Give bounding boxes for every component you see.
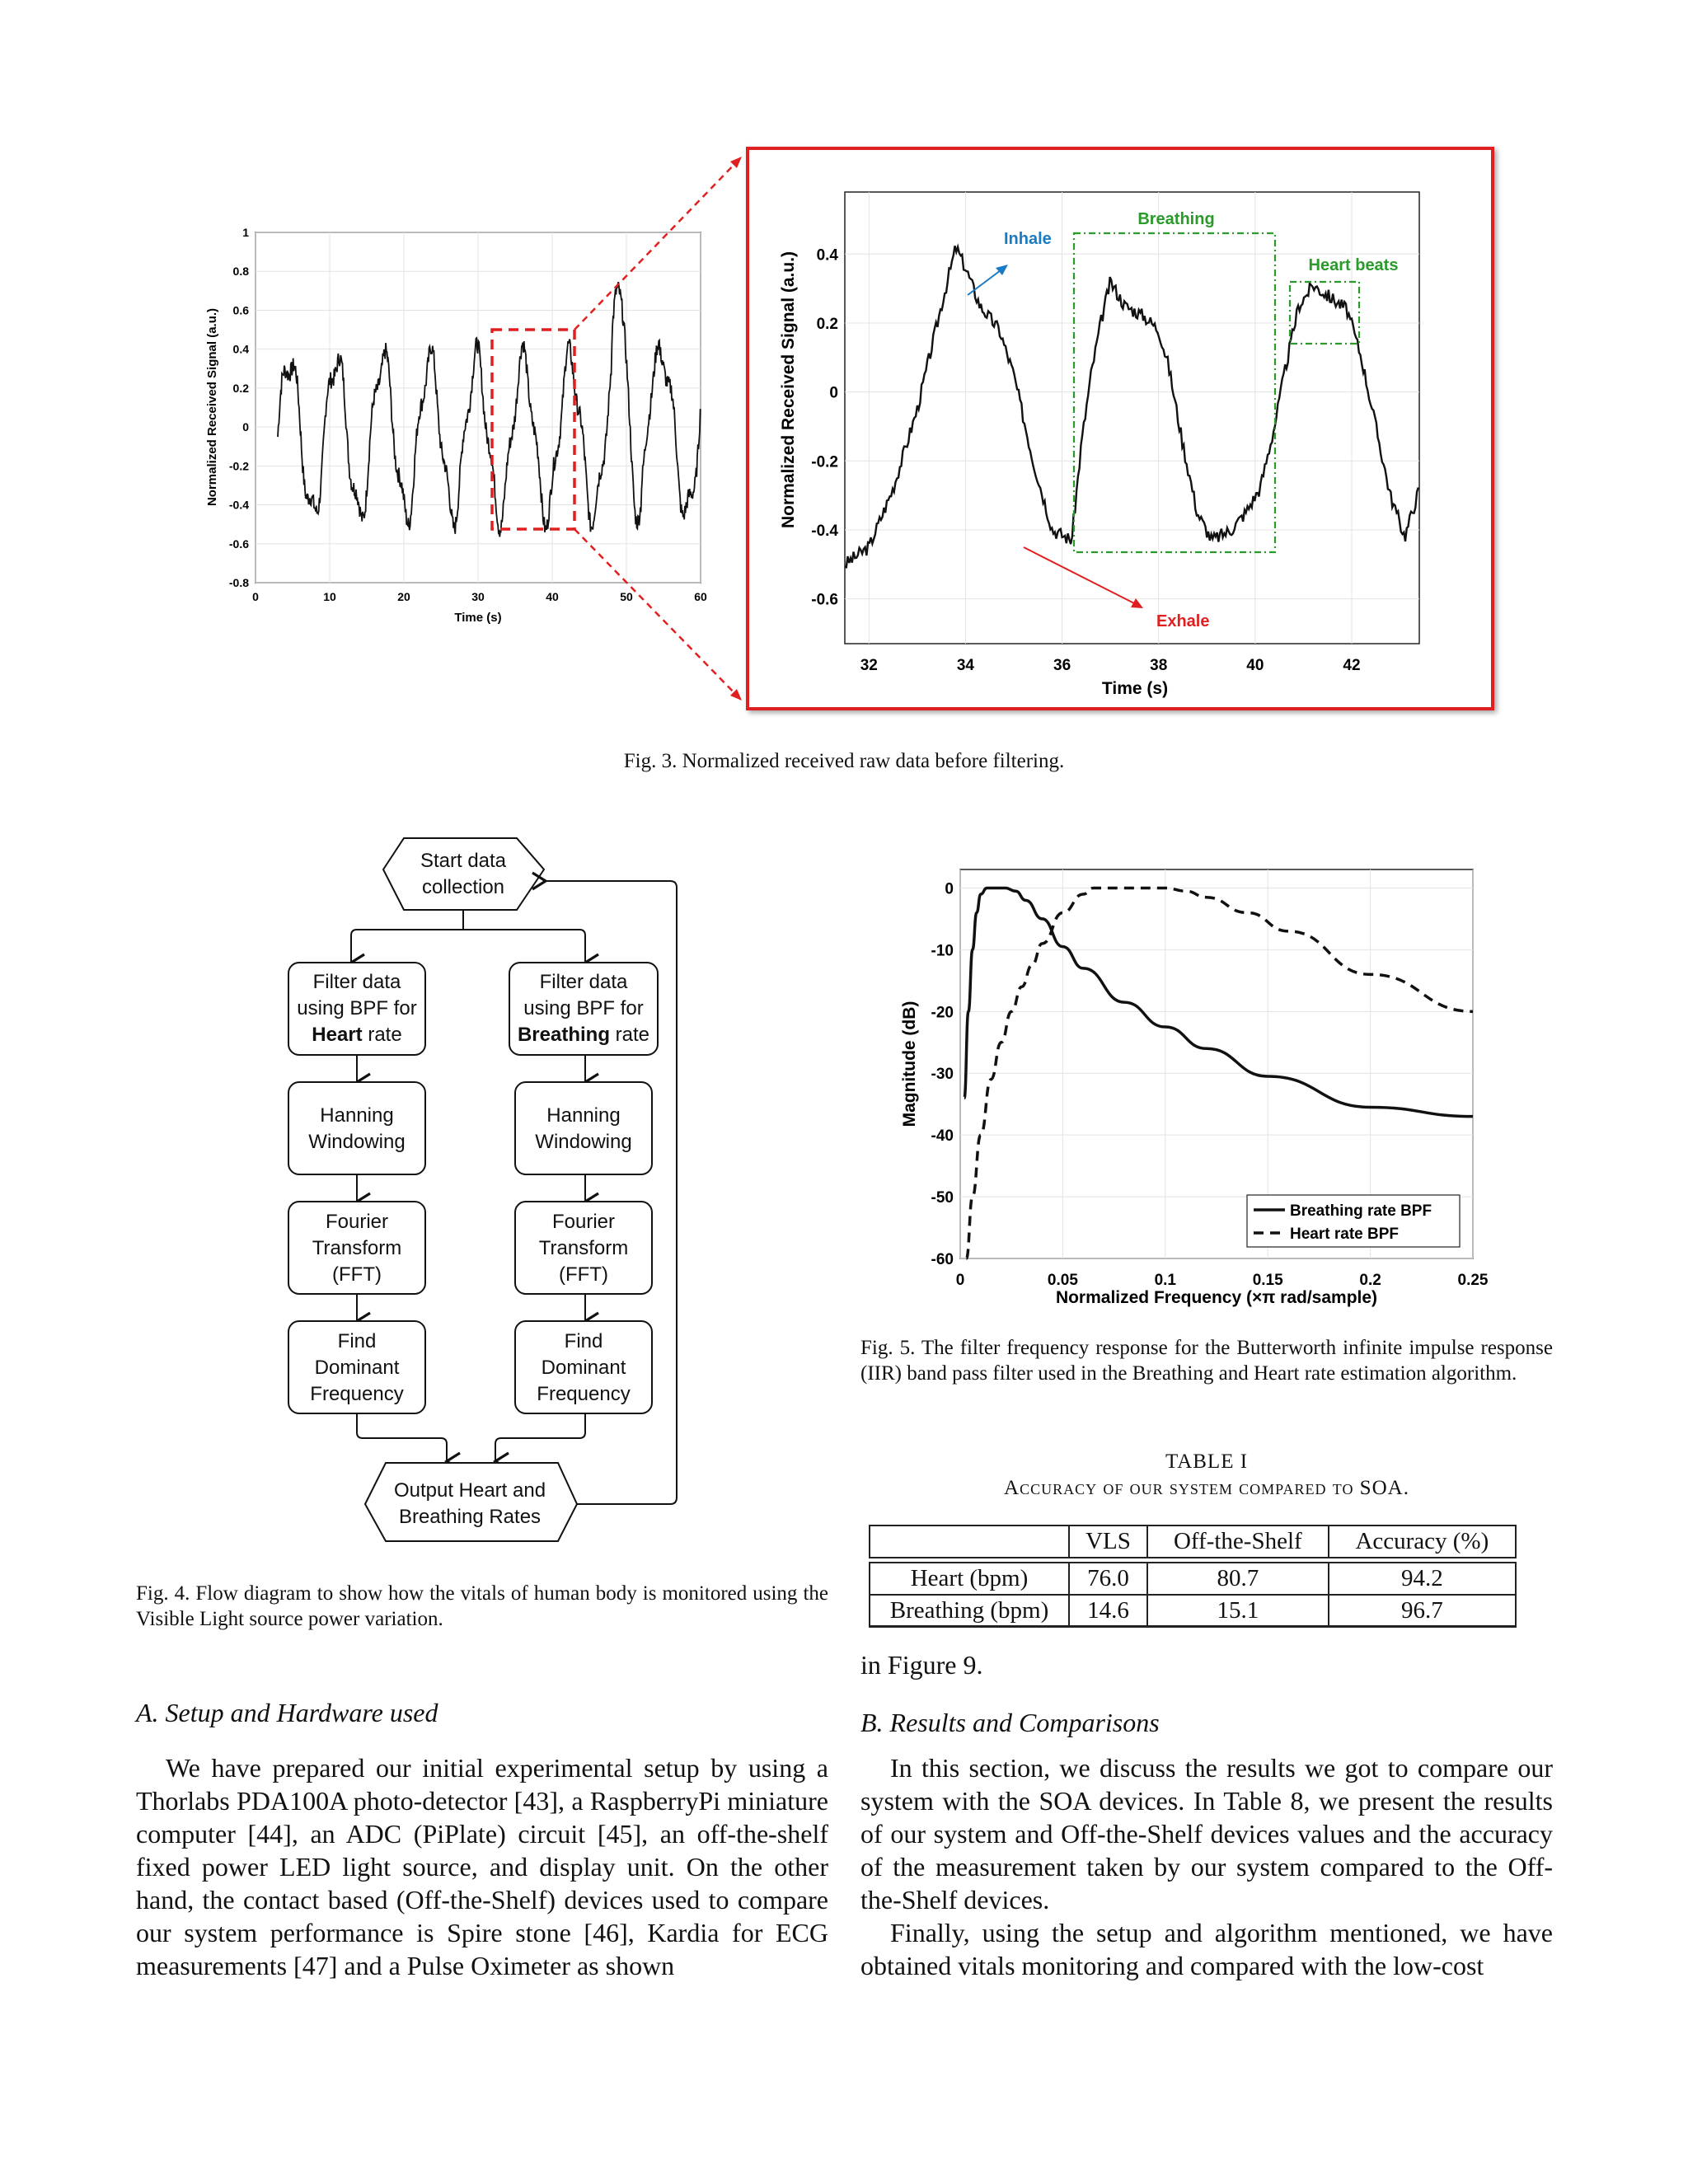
section-b-paragraph-1: In this section, we discuss the results we got to compare our system with the SOA devices. In Table 8, we present the results of our system and Off-the-Shelf devices values and the accuracy of the measurement taken by our system compared to the Off-the-Shelf devices. (860, 1753, 1553, 1915)
zoom-chart-xlabel: Time (s) (1101, 679, 1169, 698)
y-tick-label: -40 (931, 1127, 954, 1146)
heart-filter-rate: rate (368, 1024, 402, 1046)
breathing-fft-line-2: Transform (538, 1237, 629, 1259)
raw-chart-ylabel: Normalized Received Signal (a.u.) (205, 307, 219, 507)
x-tick-label: 32 (860, 657, 878, 674)
y-tick-label: -0.6 (228, 537, 249, 551)
heart-fft-line-1: Fourier (325, 1211, 389, 1233)
filter-chart-xlabel: Normalized Frequency (×π rad/sample) (1055, 1288, 1378, 1307)
y-tick-label: -60 (931, 1251, 954, 1268)
breathing-filter-keyword: Breathing (517, 1024, 610, 1046)
zoomed-signal-chart (767, 165, 1484, 701)
x-tick-label: 10 (323, 590, 336, 603)
table-header-cell: Accuracy (%) (1329, 1526, 1516, 1558)
x-tick-label: 40 (546, 590, 559, 603)
heart-filter-line-1: Filter data (312, 971, 401, 993)
x-tick-label: 50 (620, 590, 633, 603)
right-column-continuation: in Figure 9. (860, 1650, 983, 1680)
x-tick-label: 0.05 (1047, 1272, 1078, 1289)
table-label: TABLE I (1165, 1451, 1249, 1473)
x-tick-label: 38 (1150, 657, 1168, 674)
table-bottom-rule (869, 1625, 1517, 1627)
table-cell: Heart (bpm) (870, 1563, 1069, 1595)
legend-heart: Heart rate BPF (1290, 1226, 1399, 1243)
y-tick-label: 0.2 (816, 315, 838, 333)
flow-diagram (280, 832, 692, 1558)
y-tick-label: -0.2 (228, 459, 249, 473)
x-tick-label: 0.25 (1457, 1272, 1489, 1289)
zoom-connector (569, 140, 767, 717)
heart-window-line-1: Hanning (320, 1104, 394, 1127)
output-line-2: Breathing Rates (398, 1506, 542, 1528)
table-cell: Breathing (bpm) (870, 1595, 1069, 1627)
y-tick-label: -0.6 (811, 591, 838, 609)
y-tick-label: -20 (931, 1004, 954, 1022)
x-tick-label: 0.1 (1154, 1272, 1177, 1289)
x-tick-label: 42 (1343, 657, 1361, 674)
heart-window-line-2: Windowing (308, 1131, 406, 1153)
x-tick-label: 40 (1246, 657, 1264, 674)
y-tick-label: 0.6 (232, 303, 249, 317)
breathing-label: Breathing (1137, 210, 1215, 228)
x-tick-label: 60 (694, 590, 707, 603)
y-tick-label: -0.8 (228, 576, 249, 589)
table-title: Accuracy of our system compared to SOA. (1004, 1477, 1409, 1499)
breathing-window-line-2: Windowing (535, 1131, 632, 1153)
table-cell: 14.6 (1069, 1595, 1147, 1627)
y-tick-label: 0 (945, 880, 954, 898)
exhale-label: Exhale (1156, 612, 1210, 630)
x-tick-label: 0 (252, 590, 259, 603)
table-cell: 76.0 (1069, 1563, 1147, 1595)
svg-text:Breathing rate (518, 1024, 649, 1046)
x-tick-label: 30 (471, 590, 485, 603)
filter-response-chart (890, 857, 1500, 1319)
filter-chart-ylabel: Magnitude (dB) (900, 1001, 919, 1127)
y-tick-label: 0.4 (232, 342, 249, 356)
y-tick-label: 0.2 (232, 381, 249, 395)
x-tick-label: 0 (955, 1272, 965, 1289)
zoom-chart-ylabel: Normalized Received Signal (a.u.) (779, 251, 798, 529)
breathing-find-line-2: Dominant (541, 1357, 626, 1379)
output-node (365, 1463, 577, 1541)
heart-find-line-2: Dominant (314, 1357, 400, 1379)
svg-text:Heart rate (312, 1024, 401, 1046)
breathing-find-line-3: Frequency (537, 1383, 631, 1405)
section-a-paragraph: We have prepared our initial experimental setup by using a Thorlabs PDA100A photo-detector [43], a RaspberryPi miniature computer [44], an ADC (PiPlate) circuit [45], an off-the-shelf fixed power LED light source, and display unit. On the other hand, the contact based (Off-the-Shelf) devices used to compare our system performance is Spire stone [46], Kardia for ECG measurements [47] and a Pulse Oximeter as shown (136, 1753, 828, 1980)
breathing-fft-line-3: (FFT) (559, 1263, 608, 1286)
heart-filter-line-2: using BPF for (297, 997, 417, 1019)
breathing-find-line-1: Find (564, 1330, 603, 1352)
y-tick-label: -30 (931, 1066, 954, 1084)
breathing-window-line-1: Hanning (546, 1104, 621, 1127)
heart-find-line-1: Find (337, 1330, 377, 1352)
y-tick-label: 1 (242, 226, 249, 239)
fig4-caption: Fig. 4. Flow diagram to show how the vitals of human body is monitored using the Visible Light source power variation. (136, 1582, 828, 1630)
legend-breathing: Breathing rate BPF (1290, 1202, 1432, 1220)
start-line-1: Start data (420, 850, 507, 872)
table-header-cell (870, 1526, 1069, 1558)
y-tick-label: -10 (931, 942, 954, 960)
x-tick-label: 20 (397, 590, 410, 603)
heart-fft-line-2: Transform (312, 1237, 402, 1259)
y-tick-label: 0 (829, 384, 838, 402)
section-a-heading: A. Setup and Hardware used (136, 1698, 438, 1727)
x-tick-label: 0.15 (1252, 1272, 1283, 1289)
table-cell: 80.7 (1147, 1563, 1329, 1595)
table-header-cell: VLS (1069, 1526, 1147, 1558)
table-row (870, 1595, 1516, 1627)
section-b-paragraph-2: Finally, using the setup and algorithm mentioned, we have obtained vitals monitoring and compared with the low-cost (860, 1918, 1553, 1980)
fig5-caption: Fig. 5. The filter frequency response for the Butterworth infinite impulse response (IIR) band pass filter used in the Breathing and Heart rate estimation algorithm. (860, 1337, 1553, 1385)
table-cell: 15.1 (1147, 1595, 1329, 1627)
table-cell: 96.7 (1329, 1595, 1516, 1627)
output-line-1: Output Heart and (393, 1479, 546, 1502)
breathing-filter-rate: rate (615, 1024, 650, 1046)
y-tick-label: 0.4 (816, 246, 838, 265)
y-tick-label: -0.4 (811, 522, 838, 540)
table-header-row (870, 1526, 1516, 1558)
x-tick-label: 36 (1053, 657, 1071, 674)
breathing-filter-line-2: using BPF for (523, 997, 644, 1019)
fig3-caption: Fig. 3. Normalized received raw data before filtering. (623, 750, 1065, 772)
heart-filter-keyword: Heart (312, 1024, 363, 1046)
table-row (870, 1563, 1516, 1595)
heart-beats-label: Heart beats (1308, 256, 1399, 274)
heart-fft-line-3: (FFT) (332, 1263, 382, 1286)
breathing-window-node (515, 1082, 652, 1174)
start-line-2: collection (421, 876, 505, 898)
heart-find-line-3: Frequency (310, 1383, 404, 1405)
y-tick-label: 0.8 (232, 265, 249, 279)
accuracy-table (869, 1525, 1517, 1628)
breathing-filter-line-1: Filter data (539, 971, 628, 993)
heart-window-node (288, 1082, 425, 1174)
table-header-cell: Off-the-Shelf (1147, 1526, 1329, 1558)
x-tick-label: 34 (956, 657, 974, 674)
y-tick-label: -50 (931, 1189, 954, 1207)
y-tick-label: 0 (242, 420, 249, 434)
table-cell: 94.2 (1329, 1563, 1516, 1595)
filter-legend (1247, 1195, 1460, 1247)
breathing-fft-line-1: Fourier (551, 1211, 616, 1233)
y-tick-label: -0.4 (228, 498, 249, 512)
raw-chart-xlabel: Time (s) (454, 611, 502, 625)
y-tick-label: -0.2 (811, 453, 838, 471)
x-tick-label: 0.2 (1359, 1272, 1381, 1289)
inhale-label: Inhale (1004, 230, 1052, 248)
section-b-heading: B. Results and Comparisons (860, 1708, 1160, 1737)
